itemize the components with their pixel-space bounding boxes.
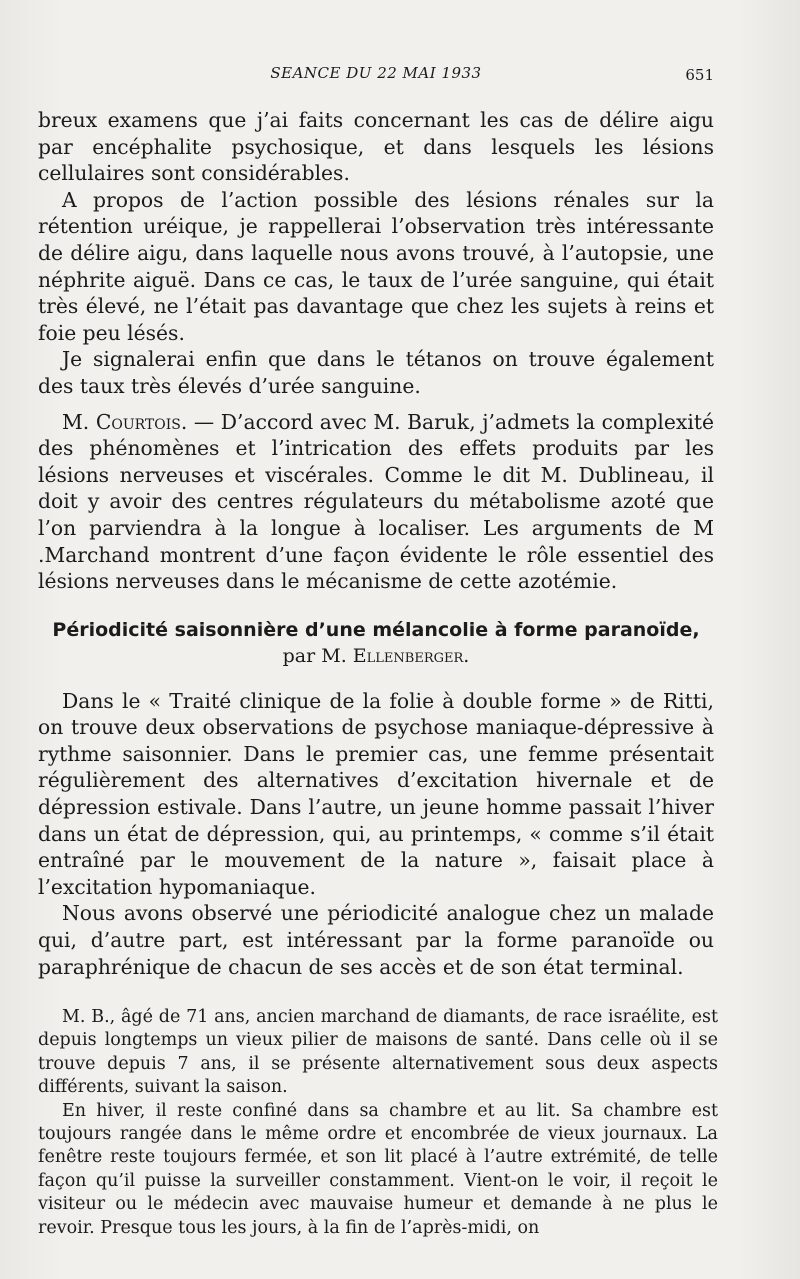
paragraph-courtois bbox=[38, 409, 714, 595]
running-title: SEANCE DU 22 MAI 1933 bbox=[270, 64, 482, 82]
paragraph-ritti: Dans le « Traité clinique de la folie à double forme » de Ritti, on trouve deux observations de psychose maniaque-dépressive à rythme saisonnier. Dans le premier cas, une femme présentait régulièrement des alternatives d’excitation hivernale et de dépression estivale. Dans l’autre, un jeune homme passait l’hiver dans un état de dépression, qui, au printemps, « comme s’il était entraîné par le mouvement de la nature », faisait place à l’excitation hypomaniaque. bbox=[38, 688, 714, 899]
courtois-text: . — D’accord avec M. Baruk, j’admets la complexité des phénomènes et l’intrication des effets produits par les lésions nerveuses et viscérales. Comme le dit M. Dublineau, il doit y avoir des centres régulateurs du métabolisme azoté que l’on parviendra à la longue à localiser. Les arguments de M .Marchand montrent d’une façon évidente le rôle essentiel des lésions nerveuses dans le mécanisme de cette azotémie. bbox=[38, 409, 714, 594]
paragraph-continuation: breux examens que j’ai faits concernant les cas de délire aigu par encéphalite psychosique, et dans lesquels les lésions cellulaires sont considérables. bbox=[38, 108, 714, 186]
section-title: Périodicité saisonnière d’une mélancolie à forme paranoïde, bbox=[52, 618, 700, 641]
running-header bbox=[38, 64, 714, 88]
paragraph-winter: En hiver, il reste confiné dans sa chambre et au lit. Sa chambre est toujours rangée dans le même ordre et encombrée de vieux journaux. La fenêtre reste toujours fermée, et son lit placé à l’autre extrémité, de telle façon qu’il puisse la surveiller constamment. Vient-on le voir, il reçoit le visiteur ou le médecin avec mauvaise humeur et demande à ne plus le revoir. Presque tous les jours, à la fin de l’après-midi, on bbox=[38, 1100, 718, 1238]
main-text bbox=[38, 107, 714, 980]
section-author: par M. Ellenberger. bbox=[282, 644, 470, 667]
paragraph-tetanus: Je signalerai enfin que dans le tétanos on trouve également des taux très élevés d’urée sanguine. bbox=[38, 347, 714, 398]
paragraph-renal-lesions: A propos de l’action possible des lésions rénales sur la rétention uréique, je rappellerai l’observation très intéressante de délire aigu, dans laquelle nous avons trouvé, à l’autopsie, une néphrite aiguë. Dans ce cas, le taux de l’urée sanguine, qui était très élevé, ne l’était pas davantage que chez les sujets à reins et foie peu lésés. bbox=[38, 187, 714, 345]
author-name: Ellenberger bbox=[352, 644, 464, 667]
case-report-text bbox=[38, 1006, 718, 1240]
speaker-name: Courtois bbox=[95, 409, 181, 434]
speaker-prefix: M. bbox=[62, 409, 96, 434]
paragraph-case-intro: M. B., âgé de 71 ans, ancien marchand de diamants, de race israélite, est depuis longtemps un vieux pilier de maisons de santé. Dans celle où il se trouve depuis 7 ans, il se présente alternativement sous deux aspects différents, suivant la saison. bbox=[38, 1007, 718, 1098]
page-number: 651 bbox=[685, 66, 714, 84]
paragraph-observation: Nous avons observé une périodicité analogue chez un malade qui, d’autre part, est intéressant par la forme paranoïde ou paraphrénique de chacun de ses accès et de son état terminal. bbox=[38, 901, 714, 979]
